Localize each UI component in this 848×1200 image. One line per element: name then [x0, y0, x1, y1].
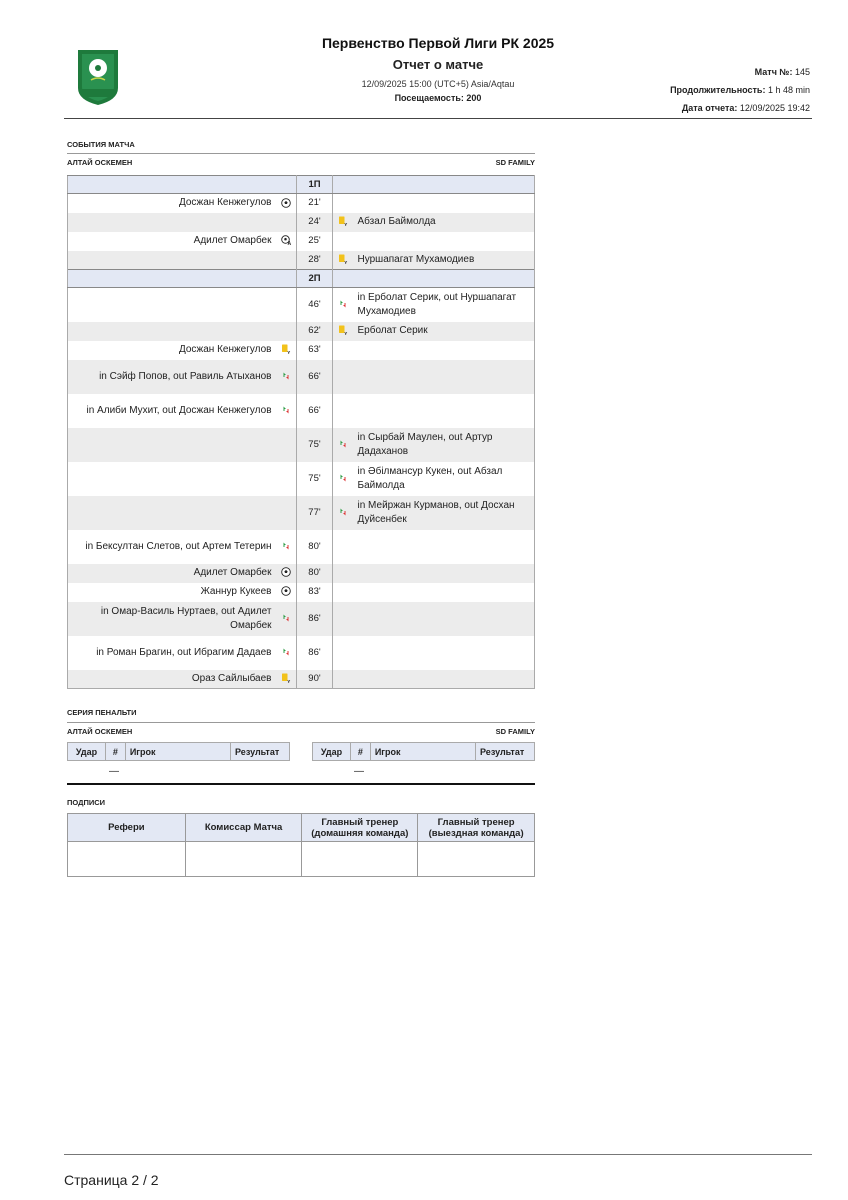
home-event-icon — [277, 251, 297, 270]
home-event-text: in Роман Брагин, out Ибрагим Дадаев — [68, 636, 277, 670]
away-event-text: Нуршапагат Мухамодиев — [353, 251, 535, 270]
svg-text:Y: Y — [343, 260, 347, 265]
col-result: Результат — [231, 743, 290, 761]
home-event-text — [68, 322, 277, 341]
event-row — [68, 288, 535, 322]
away-event-text — [353, 530, 535, 564]
penalty-home-table — [67, 742, 290, 761]
page-number: Страница 2 / 2 — [64, 1172, 159, 1188]
away-event-icon — [333, 288, 353, 322]
home-event-icon — [277, 636, 297, 670]
away-event-icon — [333, 360, 353, 394]
report-subtitle: Отчет о матче — [392, 57, 484, 72]
half-home-blank — [68, 176, 297, 194]
event-minute: 28' — [297, 251, 333, 270]
away-event-icon — [333, 322, 353, 341]
home-event-text: Досжан Кенжегулов — [68, 194, 277, 213]
penalty-away-table — [312, 742, 535, 761]
events-section-title: СОБЫТИЯ МАТЧА — [67, 140, 135, 149]
footer-divider — [64, 1154, 812, 1155]
ball-icon — [281, 197, 291, 208]
substitution-icon — [338, 473, 348, 484]
away-event-text — [353, 583, 535, 602]
away-event-text — [353, 394, 535, 428]
away-event-icon — [333, 394, 353, 428]
report-header — [238, 34, 638, 103]
svg-text:A: A — [287, 241, 292, 246]
away-event-text — [353, 636, 535, 670]
away-event-text — [353, 341, 535, 360]
event-row — [68, 232, 535, 251]
event-minute: 90' — [297, 670, 333, 689]
home-event-icon — [277, 232, 297, 251]
event-minute: 66' — [297, 394, 333, 428]
event-row — [68, 213, 535, 232]
sign-away-coach-header: Главный тренер (выездная команда) — [418, 814, 535, 842]
home-event-text — [68, 213, 277, 232]
substitution-icon — [338, 299, 348, 310]
match-meta — [670, 63, 810, 117]
home-event-text: in Алиби Мухит, out Досжан Кенжегулов — [68, 394, 277, 428]
penalty-team-row — [67, 722, 535, 736]
event-row — [68, 428, 535, 462]
match-number: Матч №: 145 — [754, 67, 810, 77]
event-row — [68, 194, 535, 213]
penalty-away-empty: — — [354, 766, 364, 777]
home-event-text: Адилет Омарбек — [68, 564, 277, 583]
home-event-icon — [277, 428, 297, 462]
yellow-card-icon — [338, 216, 348, 227]
assist-icon — [281, 235, 291, 246]
ball-icon — [281, 586, 291, 597]
away-event-text — [353, 232, 535, 251]
home-event-icon — [277, 670, 297, 689]
half-home-blank — [68, 270, 297, 288]
event-minute: 75' — [297, 462, 333, 496]
away-event-icon — [333, 670, 353, 689]
home-event-icon — [277, 360, 297, 394]
away-event-icon — [333, 564, 353, 583]
half-label: 2П — [297, 270, 333, 288]
event-row — [68, 322, 535, 341]
home-event-icon — [277, 213, 297, 232]
home-event-icon — [277, 530, 297, 564]
event-row — [68, 670, 535, 689]
col-player: Игрок — [370, 743, 475, 761]
away-event-icon — [333, 251, 353, 270]
away-event-icon — [333, 232, 353, 251]
event-row — [68, 496, 535, 530]
league-logo — [74, 48, 122, 106]
away-event-text — [353, 360, 535, 394]
event-minute: 86' — [297, 636, 333, 670]
away-event-text — [353, 670, 535, 689]
event-row — [68, 394, 535, 428]
event-minute: 80' — [297, 564, 333, 583]
match-datetime: 12/09/2025 15:00 (UTC+5) Asia/Aqtau — [361, 79, 515, 89]
col-shot: Удар — [68, 743, 106, 761]
match-duration: Продолжительность: 1 h 48 min — [670, 85, 810, 95]
penalty-divider — [67, 783, 535, 785]
ball-icon — [281, 567, 291, 578]
home-event-icon — [277, 583, 297, 602]
sign-referee-header: Рефери — [68, 814, 186, 842]
home-event-text: in Бексултан Слетов, out Артем Тетерин — [68, 530, 277, 564]
attendance: Посещаемость: 200 — [394, 93, 482, 103]
substitution-icon — [338, 507, 348, 518]
substitution-icon — [281, 647, 291, 658]
report-title: Первенство Первой Лиги РК 2025 — [321, 35, 555, 51]
half-away-blank — [333, 270, 535, 288]
event-minute: 21' — [297, 194, 333, 213]
home-event-text — [68, 288, 277, 322]
sign-away-coach-cell — [418, 842, 535, 877]
event-row — [68, 462, 535, 496]
away-event-icon — [333, 583, 353, 602]
event-minute: 86' — [297, 602, 333, 636]
sign-home-coach-header: Главный тренер (домашняя команда) — [302, 814, 418, 842]
away-event-text — [353, 602, 535, 636]
half-header — [68, 270, 535, 288]
event-minute: 62' — [297, 322, 333, 341]
away-event-icon — [333, 530, 353, 564]
away-event-text: in Мейржан Курманов, out Досхан Дуйсенбек — [353, 496, 535, 530]
sign-commissioner-header: Комиссар Матча — [185, 814, 302, 842]
substitution-icon — [281, 405, 291, 416]
yellow-card-icon — [338, 325, 348, 336]
home-event-icon — [277, 394, 297, 428]
home-event-icon — [277, 564, 297, 583]
home-event-icon — [277, 462, 297, 496]
event-minute: 77' — [297, 496, 333, 530]
home-event-text: Адилет Омарбек — [68, 232, 277, 251]
event-minute: 24' — [297, 213, 333, 232]
away-team-name: SD FAMILY — [495, 158, 535, 167]
away-event-text: Абзал Баймолда — [353, 213, 535, 232]
svg-text:Y: Y — [287, 350, 291, 355]
substitution-icon — [281, 541, 291, 552]
col-number: # — [350, 743, 370, 761]
away-event-text: in Әбілмансур Кукен, out Абзал Баймолда — [353, 462, 535, 496]
event-row — [68, 530, 535, 564]
yellow-card-icon — [338, 254, 348, 265]
home-event-text: Досжан Кенжегулов — [68, 341, 277, 360]
col-number: # — [105, 743, 125, 761]
svg-text:Y: Y — [343, 222, 347, 227]
svg-text:Y: Y — [287, 679, 291, 684]
half-header — [68, 176, 535, 194]
event-minute: 46' — [297, 288, 333, 322]
event-minute: 80' — [297, 530, 333, 564]
event-minute: 83' — [297, 583, 333, 602]
signatures-table — [67, 813, 535, 877]
signatures-section-title: ПОДПИСИ — [67, 798, 106, 807]
away-event-text: in Ерболат Серик, out Нуршапагат Мухамодиев — [353, 288, 535, 322]
home-event-icon — [277, 602, 297, 636]
away-event-icon — [333, 428, 353, 462]
away-event-icon — [333, 636, 353, 670]
svg-text:Y: Y — [343, 331, 347, 336]
home-event-icon — [277, 288, 297, 322]
away-event-text: Ерболат Серик — [353, 322, 535, 341]
away-event-text — [353, 194, 535, 213]
substitution-icon — [281, 613, 291, 624]
away-event-icon — [333, 213, 353, 232]
half-label: 1П — [297, 176, 333, 194]
col-result: Результат — [476, 743, 535, 761]
home-event-text — [68, 496, 277, 530]
home-team-name: АЛТАЙ ОСКЕМЕН — [67, 158, 133, 167]
yellow-card-icon — [281, 344, 291, 355]
event-row — [68, 251, 535, 270]
yellow-card-icon — [281, 673, 291, 684]
away-event-icon — [333, 496, 353, 530]
home-event-text — [68, 462, 277, 496]
penalty-section-title: СЕРИЯ ПЕНАЛЬТИ — [67, 708, 137, 717]
divider — [64, 118, 812, 119]
event-minute: 75' — [297, 428, 333, 462]
home-event-text: in Омар-Василь Нуртаев, out Адилет Омарбек — [68, 602, 277, 636]
home-event-text: Ораз Сайлыбаев — [68, 670, 277, 689]
col-player: Игрок — [125, 743, 230, 761]
substitution-icon — [338, 439, 348, 450]
penalty-away-team: SD FAMILY — [495, 727, 535, 736]
away-event-text — [353, 564, 535, 583]
event-row — [68, 583, 535, 602]
event-row — [68, 341, 535, 360]
away-event-icon — [333, 194, 353, 213]
penalty-home-empty: — — [109, 766, 119, 777]
home-event-icon — [277, 341, 297, 360]
home-event-icon — [277, 194, 297, 213]
away-event-icon — [333, 341, 353, 360]
events-table — [67, 175, 535, 689]
event-minute: 63' — [297, 341, 333, 360]
report-date: Дата отчета: 12/09/2025 19:42 — [681, 103, 810, 113]
home-event-text — [68, 251, 277, 270]
sign-commissioner-cell — [185, 842, 302, 877]
away-event-icon — [333, 462, 353, 496]
substitution-icon — [281, 371, 291, 382]
away-event-text: in Сырбай Маулен, out Артур Дадаханов — [353, 428, 535, 462]
sign-home-coach-cell — [302, 842, 418, 877]
event-row — [68, 564, 535, 583]
home-event-icon — [277, 496, 297, 530]
home-event-text: Жаннур Кукеев — [68, 583, 277, 602]
half-away-blank — [333, 176, 535, 194]
sign-referee-cell — [68, 842, 186, 877]
home-event-text — [68, 428, 277, 462]
event-minute: 66' — [297, 360, 333, 394]
event-row — [68, 602, 535, 636]
event-row — [68, 360, 535, 394]
event-minute: 25' — [297, 232, 333, 251]
col-shot: Удар — [313, 743, 351, 761]
away-event-icon — [333, 602, 353, 636]
home-event-icon — [277, 322, 297, 341]
event-row — [68, 636, 535, 670]
penalty-home-team: АЛТАЙ ОСКЕМЕН — [67, 727, 133, 736]
events-team-row — [67, 153, 535, 167]
home-event-text: in Сэйф Попов, out Равиль Атыханов — [68, 360, 277, 394]
